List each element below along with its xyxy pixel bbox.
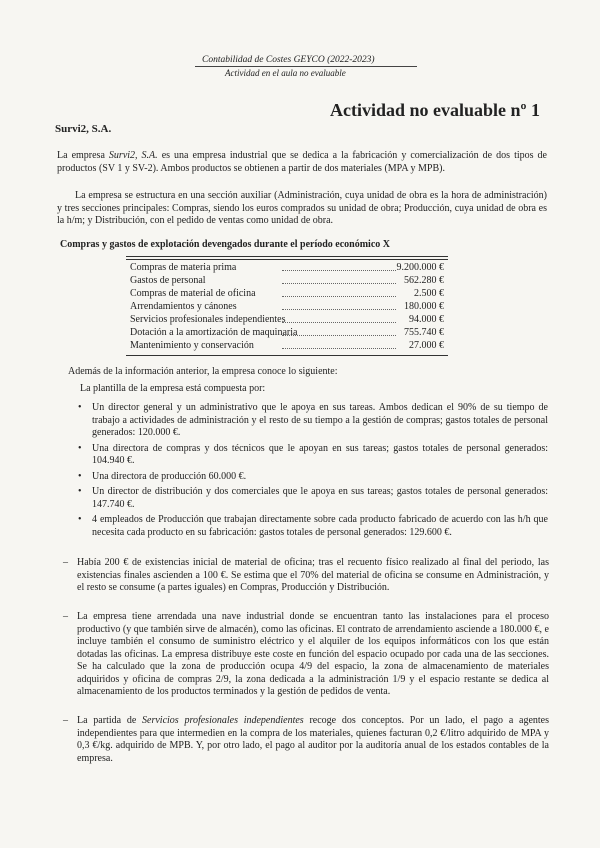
header-course: Contabilidad de Costes GEYCO (2022-2023) xyxy=(202,55,375,65)
list-item: • Una directora de producción 60.000 €. xyxy=(78,470,247,482)
intro-paragraph-1: La empresa Survi2, S.A. es una empresa industrial que se dedica a la fabricación y comercialización de dos tipos de productos (SV 1 y SV-2). Ambos productos se obtienen a partir de dos materiales (MPA y MPB). xyxy=(57,150,547,174)
table-row: Compras de materia prima 9.200.000 € xyxy=(130,262,444,273)
list-item: • 4 empleados de Producción que trabajan directamente sobre cada producto fabricado de acuerdo con las h/h que necesita cada producto en su fabricación: gastos totales de personal generados: 129.600 €. xyxy=(78,514,548,538)
table-top-rule xyxy=(126,256,448,257)
table-top-rule-2 xyxy=(126,259,448,260)
table-row: Servicios profesionales independientes 94.000 € xyxy=(130,314,444,325)
header-divider xyxy=(195,66,417,67)
header-subtitle: Actividad en el aula no evaluable xyxy=(225,68,346,78)
table-row: Gastos de personal 562.280 € xyxy=(130,275,444,286)
list-item: • Un director general y un administrativo que le apoya en sus tareas. Ambos dedican el 90% de su tiempo de trabajo a actividades de administración y el resto de su tiempo a la gestión de compras; gastos totales de personal generados: 120.000 €. xyxy=(78,402,548,438)
table-bottom-rule xyxy=(126,355,448,356)
page-title: Actividad no evaluable nº 1 xyxy=(330,100,540,120)
info-intro: Además de la información anterior, la empresa conoce lo siguiente: xyxy=(68,366,338,377)
company-name: Survi2, S.A. xyxy=(55,123,112,135)
note-professional-services: – La partida de Servicios profesionales independientes recoge dos conceptos. Por un lado, el pago a agentes independientes para que intermedien en la compra de los materiales, quienes facturan 0,2 €/litro adquirido de MPA y 0,3 €/kg. adquirido de MPB. Y, por otro lado, el pago al auditor por la auditoría anual de los estados contables de la empresa. xyxy=(63,715,549,764)
staff-intro: La plantilla de la empresa está compuesta por: xyxy=(80,383,266,394)
note-lease: – La empresa tiene arrendada una nave industrial donde se encuentran tanto las instalaciones para el proceso productivo (y que también sirve de almacén), como las oficinas. El contrato de arrendamiento asciende a 180.000 €, e incluye también el consumo de suministro eléctrico y el alquiler de los equipos informáticos con los que están dotadas las oficinas. La empresa distribuye este coste en función del espacio ocupado por cada una de las secciones. Se ha calculado que la zona de producción ocupa 4/9 del espacio, la zona de almacenamiento de materiales adquiridos y oficina de compras 2/9, la zona dedicada a la administración 1/9 y el espacio restante se dedica al almacenamiento de los productos terminados y la gestión de pedidos de venta. xyxy=(63,611,549,697)
staff-list xyxy=(78,402,548,542)
table-row: Dotación a la amortización de maquinaria 755.740 € xyxy=(130,327,444,338)
note-office-material: – Había 200 € de existencias inicial de material de oficina; tras el recuento físico realizado al final del periodo, las existencias finales ascienden a 100 €. Se estima que el 70% del material de oficina se consume en Administración, y el resto se consume (a partes iguales) en Compras, Producción y Distribución. xyxy=(63,557,549,593)
table-row: Mantenimiento y conservación 27.000 € xyxy=(130,340,444,351)
expenses-table xyxy=(126,256,448,356)
table-row: Compras de material de oficina 2.500 € xyxy=(130,288,444,299)
intro-paragraph-2: La empresa se estructura en una sección auxiliar (Administración, cuya unidad de obra es la hora de administración) y tres secciones principales: Compras, siendo los euros comprados su unidad de obra; Producción, cuya unidad de obra es la h/m; y Distribución, con el pedido de ventas como unidad de obra. xyxy=(57,190,547,226)
expenses-title: Compras y gastos de explotación devengados durante el período económico X xyxy=(60,239,390,250)
list-item: • Un director de distribución y dos comerciales que le apoya en sus tareas; gastos totales de personal generados: 147.740 €. xyxy=(78,486,548,510)
list-item: • Una directora de compras y dos técnicos que le apoyan en sus tareas; gastos totales de personal generados: 104.940 €. xyxy=(78,442,548,466)
table-row: Arrendamientos y cánones 180.000 € xyxy=(130,301,444,312)
